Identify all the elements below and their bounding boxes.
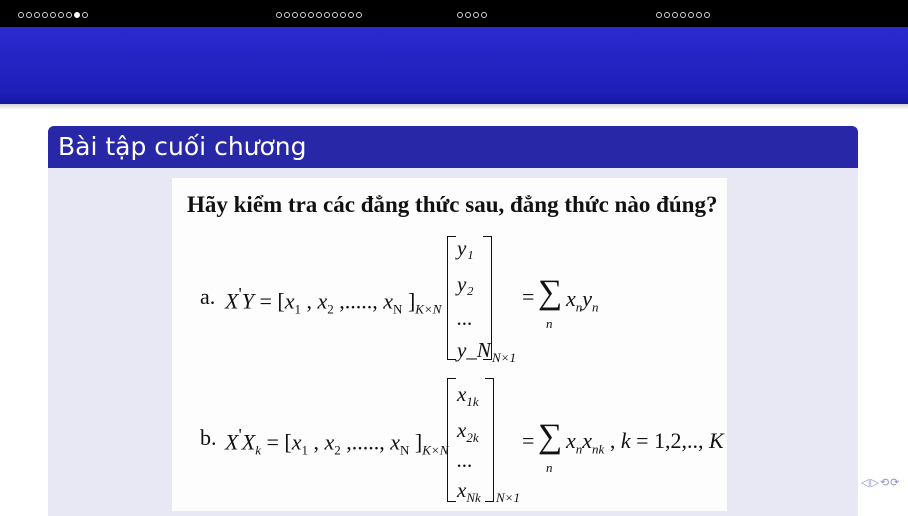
item-b-label: b.	[200, 425, 217, 450]
frame-dot[interactable]	[457, 12, 463, 18]
frame-dot[interactable]	[50, 12, 56, 18]
frame-dot[interactable]	[276, 12, 282, 18]
item-b-vector-entry: $x_{1k}$	[457, 382, 479, 410]
frame-dot[interactable]	[356, 12, 362, 18]
exercise-image	[172, 178, 727, 511]
frame-dot[interactable]	[284, 12, 290, 18]
nav-section-1-dots[interactable]	[18, 12, 88, 18]
item-a-vector-entry: y₁	[457, 236, 474, 260]
frame-dot[interactable]	[680, 12, 686, 18]
frame-dot[interactable]	[18, 12, 24, 18]
item-a-vector-entry: ...	[457, 306, 473, 330]
frame-dot[interactable]	[58, 12, 64, 18]
item-b-lhs: $X'X_k = [x_1$ , $x_2$ ,....., $x_N$ ]$_{K\times N}$	[225, 425, 449, 458]
item-a-left-bracket	[447, 236, 456, 360]
item-a-rhs: =	[522, 284, 535, 309]
item-b-sum-index: n	[546, 460, 553, 475]
item-b-vector-entry: $x_{2k}$	[457, 418, 479, 446]
frame-dot[interactable]	[34, 12, 40, 18]
frame-dot[interactable]	[348, 12, 354, 18]
frame-dot[interactable]	[332, 12, 338, 18]
item-b-vector-dim: N×1	[496, 490, 520, 505]
frame-dot[interactable]	[300, 12, 306, 18]
frame-dot[interactable]	[66, 12, 72, 18]
item-a-label: a.	[200, 284, 216, 309]
item-b-rhs-terms: $x_nx_{nk}$ , k = 1,2,.., K	[566, 428, 724, 457]
item-b-rhs: =	[522, 428, 535, 453]
frame-dot[interactable]	[465, 12, 471, 18]
frame-dot[interactable]	[473, 12, 479, 18]
item-b-vector-entry: $x_{Nk}$	[457, 478, 481, 506]
item-a-vector-dim: N×1	[492, 350, 516, 365]
item-a-lhs: $X'Y = [x_1$ , $x_2$ ,....., $x_N$ ]$_{K\times N}$	[225, 284, 442, 317]
frame-dot[interactable]	[42, 12, 48, 18]
frame-dot[interactable]	[26, 12, 32, 18]
item-b-right-bracket	[485, 378, 494, 502]
frame-title-bar	[0, 27, 908, 104]
block-header	[48, 126, 858, 168]
frame-dot[interactable]	[696, 12, 702, 18]
frame-dot[interactable]	[481, 12, 487, 18]
frame-dot[interactable]	[316, 12, 322, 18]
frame-dot[interactable]	[308, 12, 314, 18]
frame-dot[interactable]	[672, 12, 678, 18]
item-a-vector-entry: y_N	[457, 338, 491, 362]
exercise-question: Hãy kiểm tra các đẳng thức sau, đẳng thức nào đúng?	[187, 192, 718, 217]
frame-dot[interactable]	[704, 12, 710, 18]
item-b-sum-symbol: ∑	[538, 418, 563, 455]
frame-dot[interactable]	[688, 12, 694, 18]
item-a-sum-symbol: ∑	[538, 274, 563, 311]
frame-dot[interactable]	[292, 12, 298, 18]
item-a-vector-entry: y₂	[457, 272, 474, 296]
nav-section-2-dots[interactable]	[276, 12, 362, 18]
item-a-rhs-terms: $x_ny_n$	[566, 286, 599, 315]
title-bar-shadow	[0, 104, 908, 110]
frame-dot[interactable]	[664, 12, 670, 18]
nav-section-3-dots[interactable]	[457, 12, 487, 18]
frame-dot[interactable]	[82, 12, 88, 18]
frame-dot[interactable]	[656, 12, 662, 18]
nav-section-4-dots[interactable]	[656, 12, 710, 18]
item-b-left-bracket	[447, 378, 456, 502]
section-navigation-bar	[0, 0, 908, 27]
beamer-navigation-controls[interactable]: ◁▷⟲⟳	[861, 476, 901, 489]
block-title: Bài tập cuối chương	[58, 132, 307, 161]
frame-dot[interactable]	[340, 12, 346, 18]
current-frame-dot[interactable]	[74, 12, 80, 18]
item-b-vector-entry: ...	[457, 448, 473, 472]
item-a-sum-index: n	[546, 316, 553, 331]
frame-dot[interactable]	[324, 12, 330, 18]
